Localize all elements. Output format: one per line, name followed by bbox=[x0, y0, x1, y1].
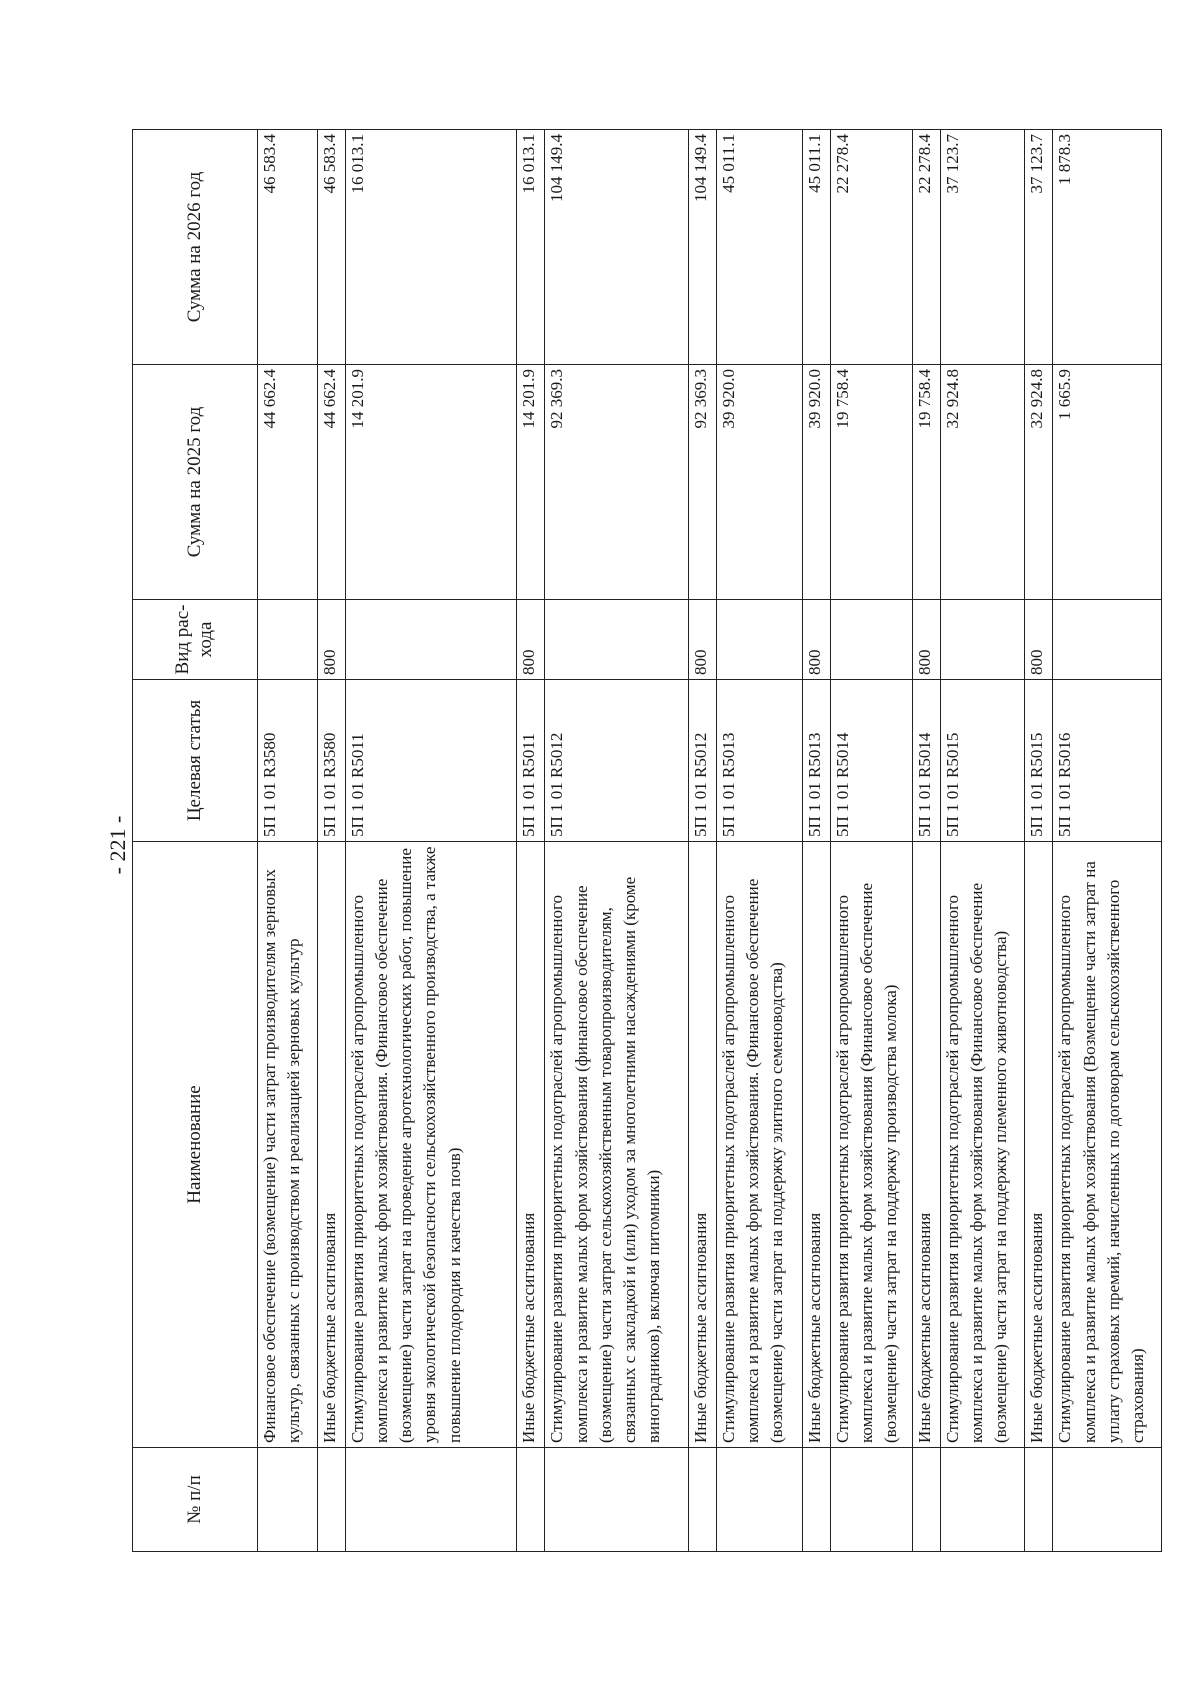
row-name: Стимулирование развития приоритетных подотраслей агропромышленного комплекса и развитие малых форм хозяйствования (Финансовое обеспечение (возмещение) части затрат на поддержку производства молока) bbox=[830, 842, 912, 1448]
row-name: Стимулирование развития приоритетных подотраслей агропромышленного комплекса и развитие малых форм хозяйствования (финансовое обеспечение (возмещение) части затрат сельскохозяйственным товаропроизводителям, связанных с закладкой и (или) уходом за многолетними насаждениями (кроме виноградников), включая питомники) bbox=[545, 842, 689, 1448]
row-sum-2025: 92 369.3 bbox=[688, 365, 716, 600]
row-target: 5П 1 01 R5011 bbox=[517, 680, 545, 842]
budget-table bbox=[132, 129, 1162, 1552]
row-target: 5П 1 01 R5016 bbox=[1053, 680, 1162, 842]
row-num bbox=[1025, 1448, 1053, 1552]
row-sum-2026: 104 149.4 bbox=[545, 130, 689, 365]
header-sum-2026: Сумма на 2026 год bbox=[133, 130, 258, 365]
row-sum-2025: 14 201.9 bbox=[517, 365, 545, 600]
row-sum-2025: 19 758.4 bbox=[912, 365, 940, 600]
table-row bbox=[802, 130, 830, 1552]
row-num bbox=[346, 1448, 517, 1552]
row-target: 5П 1 01 R5014 bbox=[912, 680, 940, 842]
row-kind bbox=[716, 600, 802, 680]
row-kind bbox=[346, 600, 517, 680]
row-kind: 800 bbox=[802, 600, 830, 680]
header-kind: Вид рас-хода bbox=[133, 600, 258, 680]
row-target: 5П 1 01 R3580 bbox=[258, 680, 318, 842]
header-target: Целевая статья bbox=[133, 680, 258, 842]
row-target: 5П 1 01 R5011 bbox=[346, 680, 517, 842]
row-num bbox=[1053, 1448, 1162, 1552]
row-num bbox=[802, 1448, 830, 1552]
row-sum-2025: 1 665.9 bbox=[1053, 365, 1162, 600]
row-sum-2025: 14 201.9 bbox=[346, 365, 517, 600]
row-kind bbox=[258, 600, 318, 680]
row-name: Иные бюджетные ассигнования bbox=[802, 842, 830, 1448]
row-sum-2026: 37 123.7 bbox=[1025, 130, 1053, 365]
table-row bbox=[318, 130, 346, 1552]
table-row bbox=[688, 130, 716, 1552]
row-target: 5П 1 01 R3580 bbox=[318, 680, 346, 842]
row-target: 5П 1 01 R5015 bbox=[1025, 680, 1053, 842]
table-row bbox=[1025, 130, 1053, 1552]
row-num bbox=[940, 1448, 1025, 1552]
header-name: Наименование bbox=[133, 842, 258, 1448]
header-num: № п/п bbox=[133, 1448, 258, 1552]
row-kind bbox=[830, 600, 912, 680]
row-kind bbox=[940, 600, 1025, 680]
table-row bbox=[912, 130, 940, 1552]
row-kind: 800 bbox=[318, 600, 346, 680]
row-sum-2025: 32 924.8 bbox=[940, 365, 1025, 600]
row-name: Финансовое обеспечение (возмещение) части затрат производителям зерновых культур, связанных с производством и реализацией зерновых культур bbox=[258, 842, 318, 1448]
row-sum-2025: 19 758.4 bbox=[830, 365, 912, 600]
row-num bbox=[912, 1448, 940, 1552]
row-sum-2026: 1 878.3 bbox=[1053, 130, 1162, 365]
row-num bbox=[688, 1448, 716, 1552]
row-sum-2026: 22 278.4 bbox=[912, 130, 940, 365]
row-target: 5П 1 01 R5012 bbox=[688, 680, 716, 842]
row-name: Иные бюджетные ассигнования bbox=[688, 842, 716, 1448]
table-row bbox=[716, 130, 802, 1552]
row-kind: 800 bbox=[517, 600, 545, 680]
row-sum-2026: 45 011.1 bbox=[716, 130, 802, 365]
row-sum-2025: 39 920.0 bbox=[716, 365, 802, 600]
row-sum-2025: 44 662.4 bbox=[318, 365, 346, 600]
row-target: 5П 1 01 R5012 bbox=[545, 680, 689, 842]
row-kind bbox=[545, 600, 689, 680]
row-num bbox=[545, 1448, 689, 1552]
table-row bbox=[940, 130, 1025, 1552]
row-sum-2025: 44 662.4 bbox=[258, 365, 318, 600]
row-kind: 800 bbox=[1025, 600, 1053, 680]
row-name: Иные бюджетные ассигнования bbox=[912, 842, 940, 1448]
page-number: - 221 - bbox=[105, 815, 130, 875]
table-row bbox=[1053, 130, 1162, 1552]
row-sum-2026: 16 013.1 bbox=[517, 130, 545, 365]
row-name: Иные бюджетные ассигнования bbox=[517, 842, 545, 1448]
table-row bbox=[346, 130, 517, 1552]
row-sum-2026: 37 123.7 bbox=[940, 130, 1025, 365]
row-kind bbox=[1053, 600, 1162, 680]
row-target: 5П 1 01 R5013 bbox=[802, 680, 830, 842]
row-sum-2026: 46 583.4 bbox=[318, 130, 346, 365]
row-sum-2026: 45 011.1 bbox=[802, 130, 830, 365]
row-num bbox=[716, 1448, 802, 1552]
row-sum-2026: 46 583.4 bbox=[258, 130, 318, 365]
row-name: Стимулирование развития приоритетных подотраслей агропромышленного комплекса и развитие малых форм хозяйствования (Финансовое обеспечение (возмещение) части затрат на поддержку племенного животноводства) bbox=[940, 842, 1025, 1448]
rotated-table-container bbox=[132, 130, 1162, 1552]
row-sum-2026: 22 278.4 bbox=[830, 130, 912, 365]
row-kind: 800 bbox=[912, 600, 940, 680]
table-row bbox=[830, 130, 912, 1552]
row-sum-2026: 16 013.1 bbox=[346, 130, 517, 365]
table-row bbox=[545, 130, 689, 1552]
row-name: Стимулирование развития приоритетных подотраслей агропромышленного комплекса и развитие малых форм хозяйствования. (Финансовое обеспечение (возмещение) части затрат на проведение агротехнологических работ, повышение уровня экологической безопасности сельскохозяйственного производства, а также повышение плодородия и качества почв) bbox=[346, 842, 517, 1448]
row-sum-2025: 92 369.3 bbox=[545, 365, 689, 600]
table-row bbox=[517, 130, 545, 1552]
row-num bbox=[258, 1448, 318, 1552]
row-name: Иные бюджетные ассигнования bbox=[318, 842, 346, 1448]
row-num bbox=[517, 1448, 545, 1552]
row-sum-2025: 32 924.8 bbox=[1025, 365, 1053, 600]
header-sum-2025: Сумма на 2025 год bbox=[133, 365, 258, 600]
row-kind: 800 bbox=[688, 600, 716, 680]
row-target: 5П 1 01 R5015 bbox=[940, 680, 1025, 842]
row-name: Стимулирование развития приоритетных подотраслей агропромышленного комплекса и развитие малых форм хозяйствования. (Финансовое обеспечение (возмещение) части затрат на поддержку элитного семеноводства) bbox=[716, 842, 802, 1448]
row-name: Иные бюджетные ассигнования bbox=[1025, 842, 1053, 1448]
row-num bbox=[318, 1448, 346, 1552]
row-sum-2026: 104 149.4 bbox=[688, 130, 716, 365]
row-sum-2025: 39 920.0 bbox=[802, 365, 830, 600]
row-target: 5П 1 01 R5014 bbox=[830, 680, 912, 842]
table-body bbox=[258, 130, 1162, 1552]
row-name: Стимулирование развития приоритетных подотраслей агропромышленного комплекса и развитие малых форм хозяйствования (Возмещение части затрат на уплату страховых премий, начисленных по договорам сельскохозяйственного страхования) bbox=[1053, 842, 1162, 1448]
table-row bbox=[258, 130, 318, 1552]
row-num bbox=[830, 1448, 912, 1552]
table-header-row bbox=[133, 130, 258, 1552]
row-target: 5П 1 01 R5013 bbox=[716, 680, 802, 842]
